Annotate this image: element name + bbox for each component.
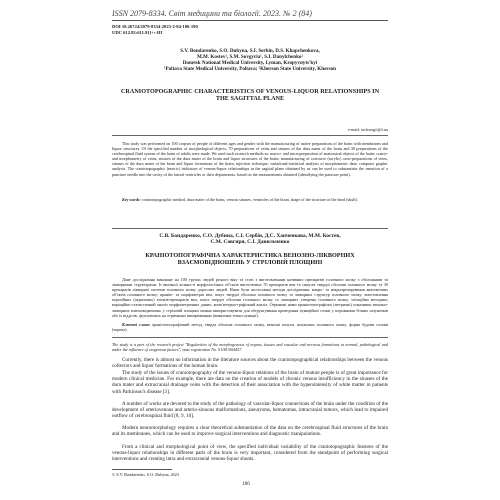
body-paragraph: From a clinical and morphological point of view, the specified individual variability of the craniotopographic features of the venous-liquor relationships in different parts of the brain is very important, considered from the standpoint of performing surgical interventions and creating intra and extracranial venous-liquor shunts. bbox=[112, 444, 388, 463]
affiliation-line-1: Donetsk National Medical University, Lyman, Kropyvnyts'kyi bbox=[182, 60, 318, 67]
body-paragraph: Modern neuromorphology requires a clear theoretical substantiation of the data on the cerebrospinal fluid structures of the brain and its membranes, which can be used to improve surgical interventions and diagnostic manipulations. bbox=[112, 425, 388, 438]
doi-block bbox=[112, 24, 198, 35]
doi-line: DOI 10.26724/2079-8334-2023-2-84-186-190 bbox=[112, 24, 198, 29]
keywords-en bbox=[112, 197, 388, 202]
body-paragraph: Currently, there is almost no information in the literature sources about the craniotopographical relationships between the venous collectors and liquor formations of the human brain. bbox=[112, 357, 388, 370]
note-top-rule bbox=[112, 337, 388, 338]
header-divider bbox=[112, 20, 388, 21]
authors-ua-line-1: С.В. Бондаренко, С.О. Дубина, С.І. Сербін, Д.С. Хапченкова, М.М. Костев, bbox=[159, 233, 341, 239]
udc-line: UDC 612.82:611.91]+:-III bbox=[112, 29, 163, 35]
affiliation-line-2: ¹Poltava State Medical University, Poltava; ²Kherson State University, Kherson bbox=[164, 66, 336, 73]
keywords-text: craniotopographic method, dura mater of the brain, venous sinuses, ventricles of the brain, shape of the structure of the head (skull). bbox=[141, 197, 358, 202]
body-paragraph: The study of the issues of craniotopography of the venous-liquor relations of the brain of mature people is of great importance for modern clinical medicine. For example, there are data on the creation of models of chronic venous insufficiency in the sinuses of the dura mater and extracranial drainage veins with the detection of their association with the hypersintensity of white matter in patients with Parkinson's disease [3]. bbox=[112, 370, 388, 395]
authors-line-2: M.M. Kostev¹, S.M. Sovgyria¹, S.I. Danylchenko² bbox=[196, 54, 304, 61]
authors-line-1: S.V. Bondarenko, S.O. Dubyna, S.I. Serbin, D.S. Khapchenkova, bbox=[180, 48, 320, 54]
authors-block bbox=[112, 48, 388, 72]
keywords-ua-text: краніотопографічний метод, тверда оболона головного мозку, венозні пазухи, шлуночки головного мозку, форма будови голови (черепа). bbox=[112, 322, 388, 333]
abstract-ua: Дане дослідження виконане на 100 трупах людей різного віку та статі з виготовленням нативних препаратів головного мозку з оболонками та лікворними структурами. Із вказаної кількості морфологічних об'єктів виготовлено 70 препаратів вен та синусів твердої оболони головного мозку та 30 препаратів лікворної системи головного мозку дорослих людей. Нами були застосовані методи дослідження: макро- та мікропрепарування анатомічних об'єктів головного мозку; кранію- та морфометрія вен, пазух твердої оболони головного мозку та лікворних структур головного мозку; виготовлення корозійних (акрилових) зліпків-препаратів вен, пазух твердої оболони головного мозку та лікворних утворень головного мозку; ін'єкційна методика; варіаційно-статистичний аналіз морфометричних даних; комп'ютерно-графічний аналіз. Отримані нами краніотопографічні (метричні) показники венозно-лікворних взаємовідношень у стріловій площині можна використовувати для обґрунтування проведення пункційної голки у порожнини бічних шлуночків або їх відділів, ґрунтуючись на отриманих вимірюваннях (виявленні точки пункції). bbox=[112, 277, 388, 318]
authors-ua bbox=[112, 233, 388, 246]
abstract-top-rule bbox=[112, 135, 388, 136]
abstract-en: This study was performed on 100 corpses of people of different ages and gender with the manufacturing of native preparations of the brain with membranes and liquor structures. Of the specified number of morphological objects, 70 preparations of veins and sinuses of the dura mater of the brain and 30 preparations of the cerebrospinal fluid system of the brain of adults were made. We used such research methods as: macro- and micropreparation of anatomical objects of the brain; cranio- and morphometry of veins, sinuses of the dura mater of the brain and liquor structures of the brain; manufacturing of corrosive (acrylic) casts-preparations of veins, sinuses of the dura mater of the brain and liquor formations of the brain; injection technique; variational-statistical analysis of morphometric data; computer graphic analysis. The craniotopographic (metric) indicators of venous-liquor relationships in the sagittal plane obtained by us can be used to substantiate the insertion of a puncture needle into the cavity of the lateral ventricles or their departments, based on the measurements obtained (identifying the puncture point). bbox=[112, 141, 388, 177]
email-link[interactable]: e-mail: tachsergii@i.ua bbox=[347, 127, 388, 132]
copyright: © S.V. Bondarenko, S.O. Dubyna, 2023 bbox=[112, 472, 179, 477]
journal-header: ISSN 2079-8334. Світ медицини та біології. 2023. № 2 (84) bbox=[112, 9, 312, 18]
funding-note: The study is a part of the research project "Regularities of the morphogenesis of organs, tissues and vascular and nervous formations in normal, pathological and under the influence of exogenous factors", state registration No. 0118U004457. bbox=[112, 342, 388, 352]
article-title-ua: КРАНІОТОПОГРАФІЧНА ХАРАКТЕРИСТИКА ВЕНОЗНО-ЛІКВОРНИХ ВЗАЄМОВІДНОШЕНЬ У СТРІЛОВІЙ ПЛОЩИНІ bbox=[145, 252, 355, 267]
keywords-ua-label: Ключові слова: bbox=[122, 322, 151, 327]
keywords-ua bbox=[112, 322, 388, 332]
body-paragraph: A number of works are devoted to the study of the pathology of vascular-liquor connections of the brain under the condition of the development of arteriovenous and arterio-sinuous malformations, aneurysms, hematomas, intracranial tumors, which lead to impaired outflow of cerebrospinal fluid [8, 9, 10]. bbox=[112, 401, 388, 420]
article-title: CRANIOTOPOGRAPHIC CHARACTERISTICS OF VENOUS-LIQUOR RELATIONSHIPS IN THE SAGITTAL PLANE bbox=[120, 88, 380, 103]
footer-divider bbox=[112, 469, 172, 470]
keywords-label: Key words: bbox=[122, 197, 141, 202]
page-number: 186 bbox=[242, 481, 250, 487]
authors-ua-line-2: С.М. Совгиря, С.І. Данильченко bbox=[210, 239, 290, 246]
abstract-bottom-rule bbox=[112, 228, 388, 229]
